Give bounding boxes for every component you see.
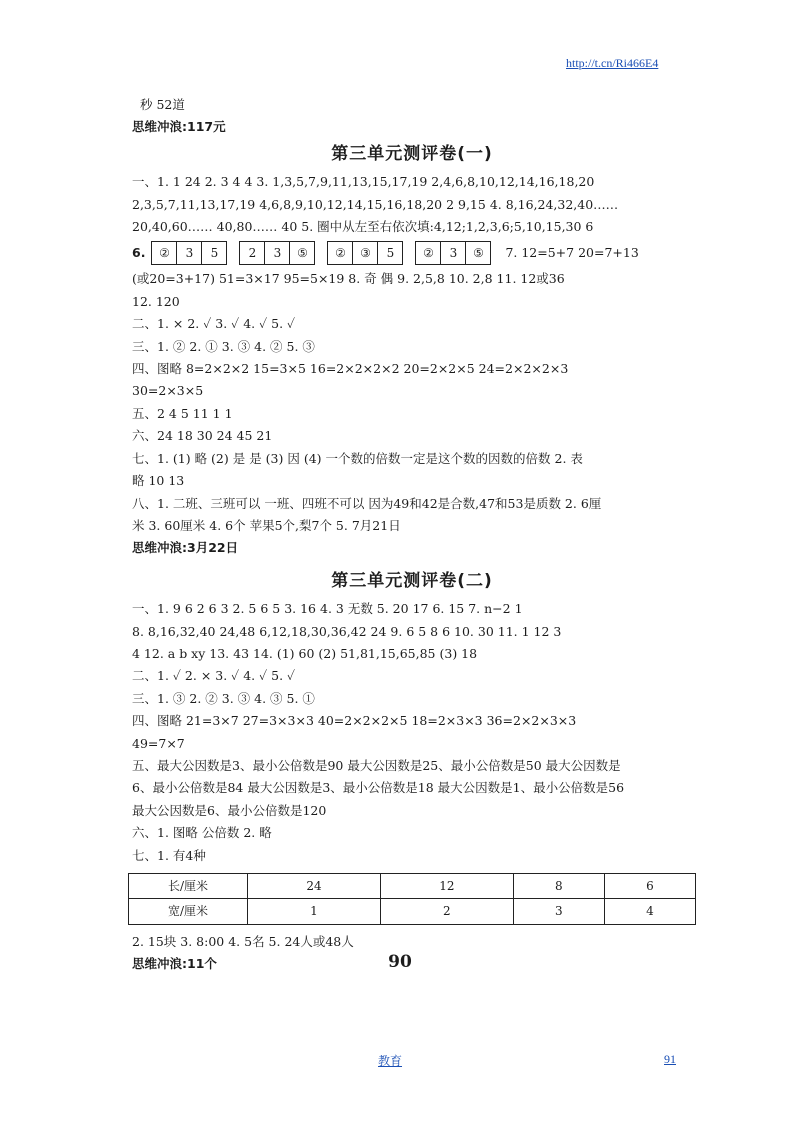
- digit-box: ②: [416, 242, 441, 264]
- digit-box: ②: [152, 242, 177, 264]
- section1-line: 一、1. 1 24 2. 3 4 4 3. 1,3,5,7,9,11,13,15,17,19 2,4,6,8,10,12,14,16,18,20: [132, 174, 595, 190]
- section1-line: (或20=3+17) 51=3×17 95=5×19 8. 奇 偶 9. 2,5,8 10. 2,8 11. 12或36: [132, 271, 565, 287]
- digit-box: 3: [177, 242, 202, 264]
- digit-box: ②: [328, 242, 353, 264]
- section2-line: 四、图略 21=3×7 27=3×3×3 40=2×2×2×5 18=2×3×3 36=2×2×3×3: [132, 713, 577, 729]
- section1-line: 八、1. 二班、三班可以 一班、四班不可以 因为49和42是合数,47和53是质数 2. 6厘: [132, 495, 602, 511]
- footer-link-right[interactable]: 91: [664, 1052, 676, 1066]
- q6-label: 6.: [132, 245, 146, 261]
- digit-box-group: [327, 241, 403, 265]
- section1-line: 30=2×3×5: [132, 383, 204, 399]
- section2-line: 五、最大公因数是3、最小公倍数是90 最大公因数是25、最小公倍数是50 最大公因数是: [132, 757, 621, 773]
- section1-line: 12. 120: [132, 293, 180, 309]
- table-row: [129, 899, 696, 924]
- intro-line: 秒 52道: [140, 97, 185, 112]
- footer-link-left[interactable]: 教育: [378, 1054, 403, 1068]
- section2-bonus-line: 思维冲浪:11个: [132, 956, 217, 972]
- table-cell: 4: [604, 899, 695, 924]
- answer-content: [132, 94, 692, 976]
- section1-bonus-line: 思维冲浪:3月22日: [132, 540, 239, 556]
- section2-line: 4 12. a b xy 13. 43 14. (1) 60 (2) 51,81,15,65,85 (3) 18: [132, 645, 478, 661]
- digit-box: ③: [353, 242, 378, 264]
- page-number: 90: [388, 952, 412, 972]
- section2-line: 2. 15块 3. 8:00 4. 5名 5. 24人或48人: [132, 933, 354, 949]
- intro-bonus-line: 思维冲浪:117元: [132, 119, 226, 135]
- section2-title: 第三单元测评卷(二): [331, 570, 493, 591]
- section1-line: 三、1. ② 2. ① 3. ③ 4. ② 5. ③: [132, 338, 315, 354]
- table-cell: 24: [248, 874, 381, 899]
- section2-line: 最大公因数是6、最小公倍数是120: [132, 802, 327, 818]
- table-cell: 3: [513, 899, 604, 924]
- digit-box: 2: [240, 242, 265, 264]
- section2-line: 6、最小公倍数是84 最大公因数是3、最小公倍数是18 最大公因数是1、最小公倍数是56: [132, 780, 625, 796]
- section2-line: 49=7×7: [132, 735, 185, 751]
- section1-line: 六、24 18 30 24 45 21: [132, 428, 273, 444]
- section1-line: 二、1. × 2. ✓ 3. ✓ 4. ✓ 5. ✓: [132, 316, 296, 332]
- q7-answer: 7. 12=5+7 20=7+13: [505, 245, 639, 261]
- digit-box: 3: [441, 242, 466, 264]
- section1-line: 2,3,5,7,11,13,17,19 4,6,8,9,10,12,14,15,16,18,20 2 9,15 4. 8,16,24,32,40……: [132, 196, 619, 212]
- dimensions-table: [128, 873, 696, 925]
- table-cell: 6: [604, 874, 695, 899]
- section2-line: 三、1. ③ 2. ② 3. ③ 4. ③ 5. ①: [132, 690, 315, 706]
- section1-line: 四、图略 8=2×2×2 15=3×5 16=2×2×2×2 20=2×2×5 24=2×2×2×3: [132, 361, 569, 377]
- section2-line: 七、1. 有4种: [132, 847, 206, 863]
- digit-box: ⑤: [297, 246, 308, 261]
- section2-line: 一、1. 9 6 2 6 3 2. 5 6 5 3. 16 4. 3 无数 5. 20 17 6. 15 7. n−2 1: [132, 601, 523, 617]
- digit-box: ⑤: [473, 246, 484, 261]
- section1-line: 米 3. 60厘米 4. 6个 苹果5个,梨7个 5. 7月21日: [132, 517, 401, 533]
- section1-line: 五、2 4 5 11 1 1: [132, 405, 233, 421]
- digit-box: 3: [265, 242, 290, 264]
- section2-line: 二、1. ✓ 2. × 3. ✓ 4. ✓ 5. ✓: [132, 668, 296, 684]
- digit-box-group: [151, 241, 227, 265]
- digit-box-group: [239, 241, 315, 265]
- table-row-label: 宽/厘米: [129, 899, 248, 924]
- digit-box: 5: [386, 246, 395, 261]
- section1-line: 20,40,60…… 40,80…… 40 5. 圈中从左至右依次填:4,12;1,2,3,6;5,10,15,30 6: [132, 219, 594, 235]
- section2-line: 六、1. 图略 公倍数 2. 略: [132, 825, 272, 841]
- table-cell: 1: [248, 899, 381, 924]
- digit-box-group: [415, 241, 491, 265]
- section1-line: 略 10 13: [132, 473, 185, 489]
- section2-line: 8. 8,16,32,40 24,48 6,12,18,30,36,42 24 9. 6 5 8 6 10. 30 11. 1 12 3: [132, 623, 562, 639]
- q6-box-row: [132, 238, 692, 268]
- section1-title: 第三单元测评卷(一): [331, 143, 493, 164]
- table-cell: 8: [513, 874, 604, 899]
- digit-box: 5: [210, 246, 219, 261]
- table-cell: 12: [380, 874, 513, 899]
- table-row: [129, 874, 696, 899]
- table-cell: 2: [380, 899, 513, 924]
- section1-line: 七、1. (1) 略 (2) 是 是 (3) 因 (4) 一个数的倍数一定是这个数的因数的倍数 2. 表: [132, 450, 583, 466]
- table-row-label: 长/厘米: [129, 874, 248, 899]
- source-link[interactable]: http://t.cn/Ri466E4: [566, 56, 659, 70]
